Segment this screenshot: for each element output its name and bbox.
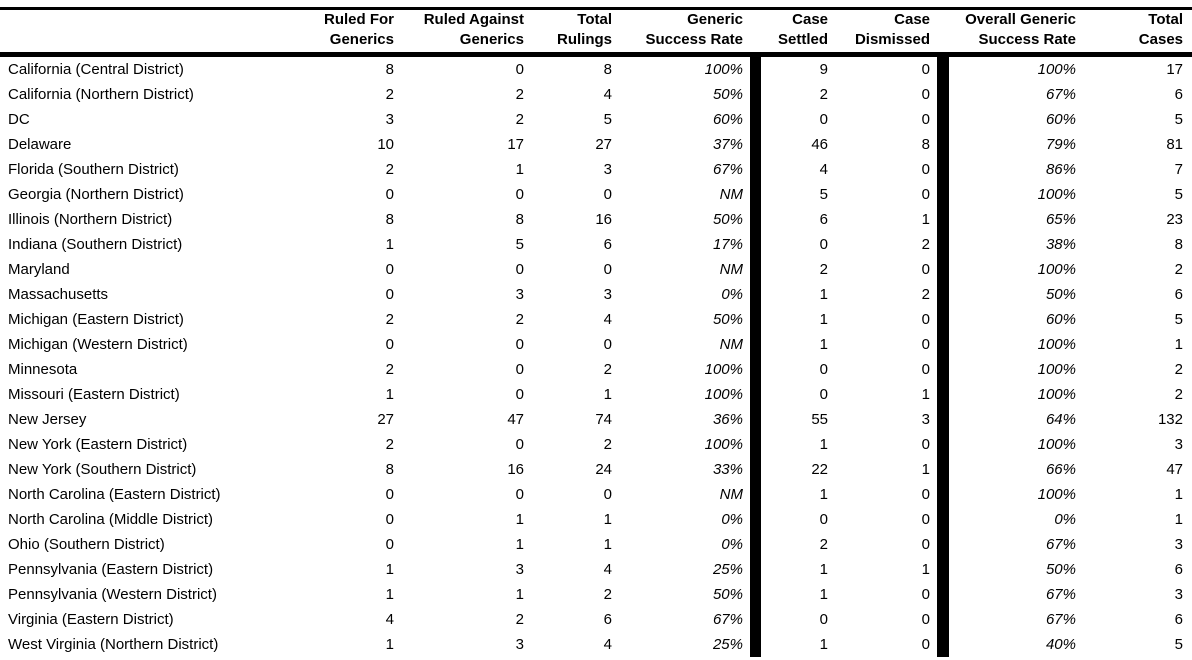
cell-total-rulings: 2 xyxy=(603,586,612,603)
table-row xyxy=(0,107,1192,132)
cell-overall-generic-success-rate: 100% xyxy=(1037,486,1076,503)
cell-district: Missouri (Eastern District) xyxy=(8,386,180,403)
cell-total-cases: 6 xyxy=(1174,86,1183,103)
cell-case-dismissed: 1 xyxy=(835,457,949,482)
table-row xyxy=(0,632,1192,657)
table-row xyxy=(0,157,1192,182)
cell-overall-generic-success-rate: 40% xyxy=(1045,636,1076,653)
cell-overall-generic-success-rate: 0% xyxy=(1054,511,1076,528)
cell-case-settled: 55 xyxy=(811,411,828,428)
cell-total-cases: 2 xyxy=(1174,261,1183,278)
table-row xyxy=(0,257,1192,282)
cell-case-dismissed: 0 xyxy=(835,607,949,632)
cell-ruled-against-generics: 0 xyxy=(515,361,524,378)
cell-generic-success-rate: 17% xyxy=(618,232,761,257)
cell-total-cases: 1 xyxy=(1174,336,1183,353)
cell-ruled-against-generics: 3 xyxy=(515,636,524,653)
table-row xyxy=(0,407,1192,432)
cell-ruled-for-generics: 2 xyxy=(385,436,394,453)
cell-generic-success-rate: NM xyxy=(618,257,761,282)
cell-case-settled: 2 xyxy=(819,536,828,553)
cell-generic-success-rate: 0% xyxy=(618,507,761,532)
cell-total-rulings: 16 xyxy=(595,211,612,228)
cell-total-rulings: 0 xyxy=(603,486,612,503)
cell-ruled-for-generics: 0 xyxy=(385,536,394,553)
cell-case-settled: 6 xyxy=(819,211,828,228)
cell-overall-generic-success-rate: 67% xyxy=(1045,536,1076,553)
header-line: Total xyxy=(1148,11,1183,28)
cell-district: California (Central District) xyxy=(8,61,184,78)
cell-ruled-against-generics: 1 xyxy=(515,536,524,553)
table-row xyxy=(0,182,1192,207)
cell-generic-success-rate: NM xyxy=(618,482,761,507)
cell-ruled-for-generics: 8 xyxy=(385,61,394,78)
cell-ruled-against-generics: 0 xyxy=(515,336,524,353)
cell-ruled-for-generics: 0 xyxy=(385,186,394,203)
cell-generic-success-rate: 37% xyxy=(618,132,761,157)
cell-case-dismissed: 8 xyxy=(835,132,949,157)
cell-generic-success-rate: 100% xyxy=(618,57,761,82)
cell-total-rulings: 4 xyxy=(603,561,612,578)
cell-district: Michigan (Western District) xyxy=(8,336,188,353)
cell-case-dismissed: 2 xyxy=(835,282,949,307)
cell-total-cases: 8 xyxy=(1174,236,1183,253)
cell-overall-generic-success-rate: 100% xyxy=(1037,336,1076,353)
cell-generic-success-rate: NM xyxy=(618,332,761,357)
cell-total-cases: 2 xyxy=(1174,361,1183,378)
table-row xyxy=(0,607,1192,632)
cell-ruled-against-generics: 1 xyxy=(515,161,524,178)
cell-overall-generic-success-rate: 60% xyxy=(1045,111,1076,128)
cell-ruled-for-generics: 1 xyxy=(385,386,394,403)
cell-total-cases: 2 xyxy=(1174,386,1183,403)
cell-ruled-against-generics: 8 xyxy=(515,211,524,228)
cell-case-dismissed: 0 xyxy=(835,432,949,457)
cell-case-settled: 1 xyxy=(819,636,828,653)
cell-overall-generic-success-rate: 60% xyxy=(1045,311,1076,328)
cell-ruled-for-generics: 4 xyxy=(385,611,394,628)
cell-ruled-for-generics: 27 xyxy=(377,411,394,428)
table-body xyxy=(0,57,1192,657)
cell-district: Minnesota xyxy=(8,361,78,378)
cell-total-cases: 5 xyxy=(1174,186,1183,203)
table-row xyxy=(0,432,1192,457)
table-row xyxy=(0,357,1192,382)
cell-total-rulings: 6 xyxy=(603,611,612,628)
cell-total-rulings: 27 xyxy=(595,136,612,153)
cell-district: DC xyxy=(8,111,30,128)
cell-case-settled: 1 xyxy=(819,486,828,503)
header-line: Success Rate xyxy=(645,31,743,48)
cell-generic-success-rate: 100% xyxy=(618,382,761,407)
cell-case-settled: 1 xyxy=(819,586,828,603)
cell-total-cases: 17 xyxy=(1166,61,1183,78)
cell-total-cases: 3 xyxy=(1174,586,1183,603)
cell-ruled-for-generics: 1 xyxy=(385,236,394,253)
cell-overall-generic-success-rate: 64% xyxy=(1045,411,1076,428)
cell-ruled-against-generics: 0 xyxy=(515,436,524,453)
table-row xyxy=(0,332,1192,357)
cell-district: Delaware xyxy=(8,136,72,153)
cell-total-cases: 6 xyxy=(1174,286,1183,303)
cell-case-settled: 1 xyxy=(819,336,828,353)
cell-ruled-for-generics: 2 xyxy=(385,361,394,378)
column-header-total-cases xyxy=(1083,7,1192,57)
column-header-ruled-against-generics xyxy=(400,7,530,57)
column-header-district xyxy=(0,7,302,57)
cell-case-dismissed: 3 xyxy=(835,407,949,432)
table-row xyxy=(0,207,1192,232)
header-line: Dismissed xyxy=(854,31,930,48)
cell-ruled-for-generics: 1 xyxy=(385,586,394,603)
cell-district: Virginia (Eastern District) xyxy=(8,611,174,628)
cell-district: California (Northern District) xyxy=(8,86,194,103)
cell-total-cases: 5 xyxy=(1174,636,1183,653)
header-line: Total xyxy=(577,11,612,28)
cell-total-rulings: 0 xyxy=(603,336,612,353)
column-header-generic-success-rate xyxy=(618,7,761,57)
cell-total-rulings: 74 xyxy=(595,411,612,428)
table-row xyxy=(0,457,1192,482)
table-row xyxy=(0,307,1192,332)
cell-generic-success-rate: 100% xyxy=(618,357,761,382)
cell-case-dismissed: 0 xyxy=(835,332,949,357)
cell-generic-success-rate: 50% xyxy=(618,82,761,107)
cell-case-dismissed: 0 xyxy=(835,257,949,282)
cell-case-dismissed: 0 xyxy=(835,57,949,82)
column-header-case-dismissed xyxy=(835,7,949,57)
cell-total-rulings: 1 xyxy=(603,386,612,403)
cell-ruled-against-generics: 47 xyxy=(507,411,524,428)
cell-ruled-against-generics: 2 xyxy=(515,111,524,128)
cell-case-settled: 0 xyxy=(819,511,828,528)
cell-overall-generic-success-rate: 100% xyxy=(1037,361,1076,378)
cell-ruled-against-generics: 17 xyxy=(507,136,524,153)
cell-generic-success-rate: 67% xyxy=(618,607,761,632)
header-line: Cases xyxy=(1138,31,1183,48)
cell-case-settled: 1 xyxy=(819,436,828,453)
cell-case-settled: 2 xyxy=(819,261,828,278)
column-header-overall-generic-success-rate xyxy=(949,7,1083,57)
cell-ruled-for-generics: 1 xyxy=(385,561,394,578)
table-row xyxy=(0,282,1192,307)
table-row xyxy=(0,507,1192,532)
cell-ruled-against-generics: 2 xyxy=(515,86,524,103)
cell-ruled-for-generics: 2 xyxy=(385,86,394,103)
cell-district: Michigan (Eastern District) xyxy=(8,311,184,328)
cell-ruled-against-generics: 0 xyxy=(515,386,524,403)
cell-district: West Virginia (Northern District) xyxy=(8,636,219,653)
cell-overall-generic-success-rate: 50% xyxy=(1045,286,1076,303)
cell-total-cases: 132 xyxy=(1157,411,1183,428)
cell-ruled-against-generics: 0 xyxy=(515,61,524,78)
cell-total-rulings: 5 xyxy=(603,111,612,128)
cell-ruled-against-generics: 2 xyxy=(515,311,524,328)
cell-overall-generic-success-rate: 86% xyxy=(1045,161,1076,178)
cell-ruled-for-generics: 0 xyxy=(385,261,394,278)
cell-district: Pennsylvania (Eastern District) xyxy=(8,561,214,578)
cell-overall-generic-success-rate: 67% xyxy=(1045,611,1076,628)
cell-district: New York (Southern District) xyxy=(8,461,197,478)
table-row xyxy=(0,57,1192,82)
cell-total-cases: 3 xyxy=(1174,436,1183,453)
cell-total-cases: 1 xyxy=(1174,511,1183,528)
cell-case-settled: 5 xyxy=(819,186,828,203)
cell-case-settled: 0 xyxy=(819,236,828,253)
cell-total-rulings: 1 xyxy=(603,536,612,553)
cell-district: New York (Eastern District) xyxy=(8,436,188,453)
cell-total-rulings: 2 xyxy=(603,361,612,378)
header-row xyxy=(0,7,1192,57)
generic-drug-rulings-table xyxy=(0,7,1192,657)
cell-case-settled: 4 xyxy=(819,161,828,178)
cell-total-cases: 7 xyxy=(1174,161,1183,178)
cell-overall-generic-success-rate: 67% xyxy=(1045,586,1076,603)
cell-generic-success-rate: 100% xyxy=(618,432,761,457)
cell-overall-generic-success-rate: 100% xyxy=(1037,386,1076,403)
cell-total-rulings: 4 xyxy=(603,311,612,328)
column-header-total-rulings xyxy=(530,7,618,57)
cell-total-rulings: 1 xyxy=(603,511,612,528)
header-line: Ruled Against xyxy=(423,11,524,28)
cell-ruled-for-generics: 2 xyxy=(385,161,394,178)
cell-case-dismissed: 1 xyxy=(835,382,949,407)
header-line: Generic xyxy=(687,11,743,28)
cell-case-dismissed: 0 xyxy=(835,582,949,607)
cell-district: New Jersey xyxy=(8,411,87,428)
cell-district: Indiana (Southern District) xyxy=(8,236,183,253)
table-row xyxy=(0,532,1192,557)
cell-overall-generic-success-rate: 67% xyxy=(1045,86,1076,103)
cell-total-cases: 23 xyxy=(1166,211,1183,228)
cell-district: Pennsylvania (Western District) xyxy=(8,586,217,603)
table-row xyxy=(0,382,1192,407)
table-row xyxy=(0,557,1192,582)
cell-case-settled: 0 xyxy=(819,386,828,403)
cell-total-cases: 6 xyxy=(1174,561,1183,578)
table-row xyxy=(0,132,1192,157)
cell-ruled-for-generics: 0 xyxy=(385,336,394,353)
cell-district: Maryland xyxy=(8,261,70,278)
cell-district: Florida (Southern District) xyxy=(8,161,179,178)
cell-ruled-against-generics: 0 xyxy=(515,486,524,503)
cell-total-rulings: 24 xyxy=(595,461,612,478)
cell-total-rulings: 0 xyxy=(603,186,612,203)
cell-total-rulings: 4 xyxy=(603,86,612,103)
cell-total-rulings: 8 xyxy=(603,61,612,78)
cell-case-dismissed: 0 xyxy=(835,107,949,132)
cell-total-rulings: 2 xyxy=(603,436,612,453)
cell-total-cases: 5 xyxy=(1174,111,1183,128)
cell-overall-generic-success-rate: 50% xyxy=(1045,561,1076,578)
cell-overall-generic-success-rate: 79% xyxy=(1045,136,1076,153)
cell-case-settled: 22 xyxy=(811,461,828,478)
cell-overall-generic-success-rate: 100% xyxy=(1037,186,1076,203)
header-line: Ruled For xyxy=(324,11,394,28)
cell-ruled-for-generics: 8 xyxy=(385,211,394,228)
cell-ruled-for-generics: 0 xyxy=(385,286,394,303)
header-line: Rulings xyxy=(557,31,612,48)
cell-case-dismissed: 0 xyxy=(835,482,949,507)
cell-case-settled: 0 xyxy=(819,361,828,378)
cell-case-settled: 1 xyxy=(819,311,828,328)
cell-district: Georgia (Northern District) xyxy=(8,186,184,203)
cell-total-cases: 47 xyxy=(1166,461,1183,478)
cell-generic-success-rate: 50% xyxy=(618,582,761,607)
cell-district: North Carolina (Middle District) xyxy=(8,511,214,528)
cell-total-cases: 3 xyxy=(1174,536,1183,553)
cell-ruled-against-generics: 0 xyxy=(515,186,524,203)
cell-overall-generic-success-rate: 100% xyxy=(1037,61,1076,78)
table-row xyxy=(0,232,1192,257)
cell-district: Illinois (Northern District) xyxy=(8,211,173,228)
cell-case-settled: 9 xyxy=(819,61,828,78)
cell-ruled-against-generics: 3 xyxy=(515,561,524,578)
cell-generic-success-rate: 25% xyxy=(618,632,761,657)
cell-generic-success-rate: NM xyxy=(618,182,761,207)
cell-ruled-for-generics: 10 xyxy=(377,136,394,153)
cell-case-settled: 0 xyxy=(819,611,828,628)
cell-district: Massachusetts xyxy=(8,286,109,303)
column-header-ruled-for-generics xyxy=(302,7,400,57)
header-line: Settled xyxy=(777,31,828,48)
cell-ruled-against-generics: 5 xyxy=(515,236,524,253)
cell-case-settled: 1 xyxy=(819,286,828,303)
header-line: Success Rate xyxy=(978,31,1076,48)
cell-total-cases: 6 xyxy=(1174,611,1183,628)
column-header-case-settled xyxy=(761,7,835,57)
header-line: Case xyxy=(792,11,828,28)
cell-total-cases: 81 xyxy=(1166,136,1183,153)
cell-case-dismissed: 0 xyxy=(835,182,949,207)
cell-total-rulings: 6 xyxy=(603,236,612,253)
cell-case-settled: 0 xyxy=(819,111,828,128)
cell-generic-success-rate: 33% xyxy=(618,457,761,482)
cell-case-settled: 2 xyxy=(819,86,828,103)
cell-overall-generic-success-rate: 38% xyxy=(1045,236,1076,253)
cell-generic-success-rate: 67% xyxy=(618,157,761,182)
cell-ruled-for-generics: 8 xyxy=(385,461,394,478)
header-line: Generics xyxy=(329,31,394,48)
cell-case-dismissed: 1 xyxy=(835,557,949,582)
cell-case-settled: 1 xyxy=(819,561,828,578)
cell-total-rulings: 3 xyxy=(603,161,612,178)
cell-case-settled: 46 xyxy=(811,136,828,153)
cell-district: Ohio (Southern District) xyxy=(8,536,165,553)
cell-generic-success-rate: 25% xyxy=(618,557,761,582)
cell-ruled-against-generics: 1 xyxy=(515,586,524,603)
cell-case-dismissed: 0 xyxy=(835,532,949,557)
cell-ruled-for-generics: 2 xyxy=(385,311,394,328)
cell-ruled-for-generics: 1 xyxy=(385,636,394,653)
cell-district: North Carolina (Eastern District) xyxy=(8,486,221,503)
table-header xyxy=(0,7,1192,57)
cell-case-dismissed: 2 xyxy=(835,232,949,257)
cell-total-rulings: 4 xyxy=(603,636,612,653)
cell-generic-success-rate: 0% xyxy=(618,282,761,307)
cell-overall-generic-success-rate: 65% xyxy=(1045,211,1076,228)
cell-ruled-against-generics: 1 xyxy=(515,511,524,528)
cell-case-dismissed: 1 xyxy=(835,207,949,232)
cell-overall-generic-success-rate: 66% xyxy=(1045,461,1076,478)
table-row xyxy=(0,82,1192,107)
cell-total-rulings: 3 xyxy=(603,286,612,303)
cell-generic-success-rate: 60% xyxy=(618,107,761,132)
cell-generic-success-rate: 36% xyxy=(618,407,761,432)
cell-generic-success-rate: 50% xyxy=(618,207,761,232)
cell-total-rulings: 0 xyxy=(603,261,612,278)
header-line: Generics xyxy=(459,31,524,48)
cell-ruled-for-generics: 3 xyxy=(385,111,394,128)
cell-ruled-for-generics: 0 xyxy=(385,511,394,528)
cell-ruled-against-generics: 2 xyxy=(515,611,524,628)
cell-case-dismissed: 0 xyxy=(835,632,949,657)
cell-case-dismissed: 0 xyxy=(835,357,949,382)
cell-overall-generic-success-rate: 100% xyxy=(1037,436,1076,453)
cell-total-cases: 5 xyxy=(1174,311,1183,328)
cell-case-dismissed: 0 xyxy=(835,507,949,532)
table-row xyxy=(0,482,1192,507)
cell-generic-success-rate: 50% xyxy=(618,307,761,332)
cell-case-dismissed: 0 xyxy=(835,307,949,332)
cell-ruled-against-generics: 0 xyxy=(515,261,524,278)
cell-ruled-against-generics: 16 xyxy=(507,461,524,478)
header-line: Overall Generic xyxy=(965,11,1076,28)
cell-case-dismissed: 0 xyxy=(835,82,949,107)
header-line: Case xyxy=(894,11,930,28)
cell-ruled-for-generics: 0 xyxy=(385,486,394,503)
cell-overall-generic-success-rate: 100% xyxy=(1037,261,1076,278)
cell-case-dismissed: 0 xyxy=(835,157,949,182)
table-row xyxy=(0,582,1192,607)
cell-generic-success-rate: 0% xyxy=(618,532,761,557)
cell-ruled-against-generics: 3 xyxy=(515,286,524,303)
cell-total-cases: 1 xyxy=(1174,486,1183,503)
